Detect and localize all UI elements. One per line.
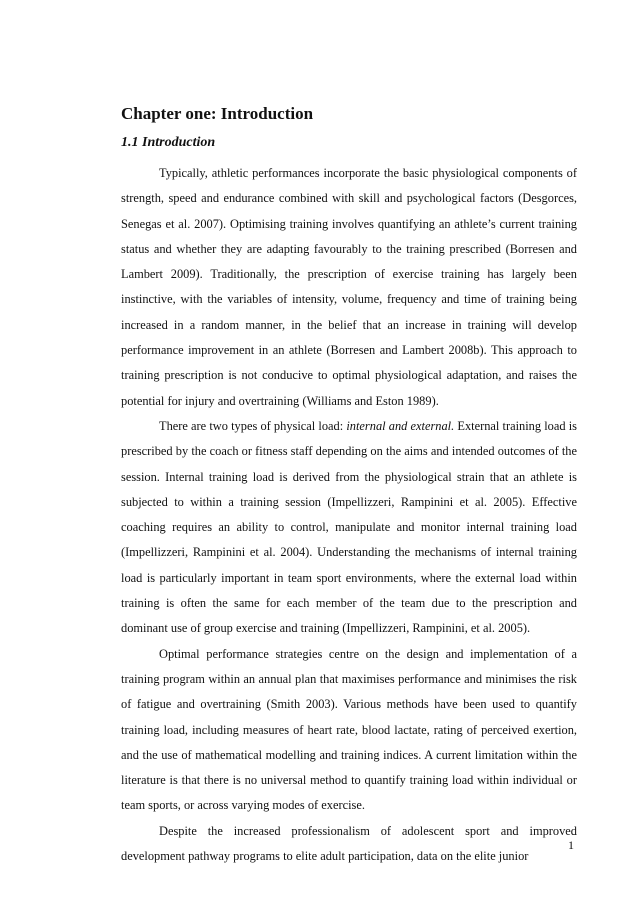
paragraph-2-text-b: External training load is prescribed by the coach or fitness staff depending on the aims and intended outcomes of the session. Internal training load is derived from the physiological strain that an athlete is subjected to within a training session (Impellizzeri, Rampinini et al. 2005). Effective coaching requires an ability to control, manipulate and monitor internal training load (Impellizzeri, Rampinini et al. 2004). Understanding the mechanisms of internal training load is particularly important in team sport environments, where the external load within training is often the same for each member of the team due to the prescription and dominant use of group exercise and training (Impellizzeri, Rampinini, et al. 2005). — [121, 418, 577, 636]
paragraph-1: Typically, athletic performances incorporate the basic physiological components of strength, speed and endurance combined with skill and psychological factors (Desgorces, Senegas et al. 2007). Optimising training involves quantifying an athlete’s current training status and whether they are adapting favourably to the training prescribed (Borresen and Lambert 2009). Traditionally, the prescription of exercise training has largely been instinctive, with the variables of intensity, volume, frequency and time of training being increased in a random manner, in the belief that an increase in training will develop performance improvement in an athlete (Borresen and Lambert 2008b). This approach to training prescription is not conducive to optimal physiological adaptation, and raises the potential for injury and overtraining (Williams and Eston 1989). — [121, 166, 577, 408]
paragraph-4: Despite the increased professionalism of adolescent sport and improved development pathway programs to elite adult participation, data on the elite junior — [121, 823, 577, 864]
chapter-title: Chapter one: Introduction — [121, 104, 314, 123]
paragraph-3: Optimal performance strategies centre on the design and implementation of a training program within an annual plan that maximises performance and minimises the risk of fatigue and overtraining (Smith 2003). Various methods have been used to quantify training load, including measures of heart rate, blood lactate, rating of perceived exertion, and the use of mathematical modelling and training indices. A current limitation within the literature is that there is no universal method to quantify training load within individual or team sports, or across varying modes of exercise. — [121, 646, 577, 813]
page-number: 1 — [568, 838, 574, 852]
paragraph-2-emphasis: internal and external. — [346, 418, 455, 433]
page-content — [121, 103, 577, 869]
paragraph-2 — [121, 414, 577, 642]
paragraph-2-text-a: There are two types of physical load: — [159, 418, 347, 433]
section-title: 1.1 Introduction — [121, 135, 216, 150]
